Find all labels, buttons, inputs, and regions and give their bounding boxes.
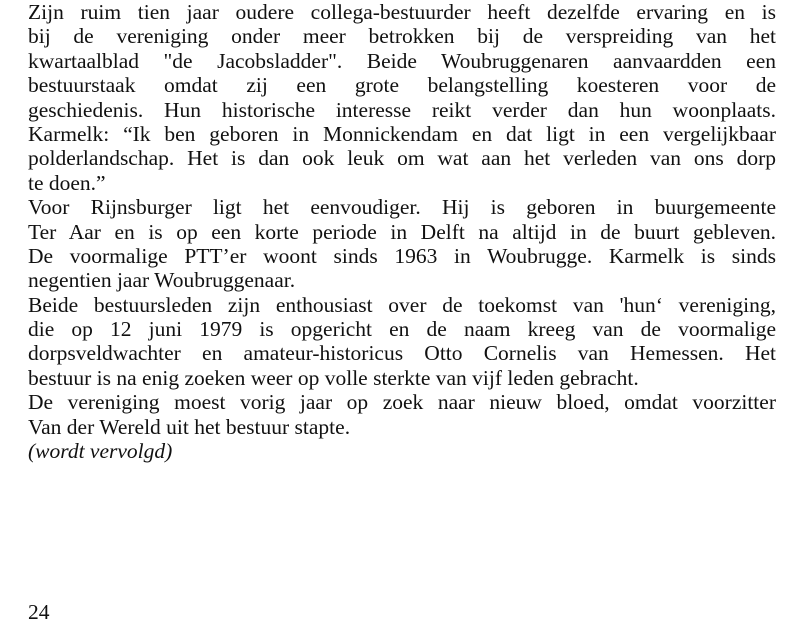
text-line: die op 12 juni 1979 is opgericht en de naam kreeg van de voormalige (28, 317, 776, 342)
text-line: De vereniging moest vorig jaar op zoek naar nieuw bloed, omdat voorzitter (28, 390, 776, 415)
article-text (28, 0, 776, 463)
text-line: bestuurstaak omdat zij een grote belangstelling koesteren voor de (28, 73, 776, 98)
text-line: Ter Aar en is op een korte periode in Delft na altijd in de buurt gebleven. (28, 219, 776, 244)
text-line: kwartaalblad "de Jacobsladder". Beide Woubruggenaren aanvaardden een (28, 48, 776, 73)
text-line: dorpsveldwachter en amateur-historicus Otto Cornelis van Hemessen. Het (28, 341, 776, 366)
text-line: bij de vereniging onder meer betrokken bij de verspreiding van het (28, 24, 776, 49)
text-line: Voor Rijnsburger ligt het eenvoudiger. Hij is geboren in buurgemeente (28, 195, 776, 220)
text-line: Van der Wereld uit het bestuur stapte. (28, 414, 351, 439)
text-line: Beide bestuursleden zijn enthousiast over de toekomst van 'hun‘ vereniging, (28, 292, 776, 317)
text-line: geschiedenis. Hun historische interesse reikt verder dan hun woonplaats. (28, 97, 776, 122)
page-number: 24 (28, 600, 50, 624)
continuation-note: (wordt vervolgd) (28, 439, 173, 464)
text-line: Zijn ruim tien jaar oudere collega-bestuurder heeft dezelfde ervaring en is (28, 0, 776, 24)
text-line: negentien jaar Woubruggenaar. (28, 268, 296, 293)
text-line: De voormalige PTT’er woont sinds 1963 in Woubrugge. Karmelk is sinds (28, 243, 776, 268)
text-line: Karmelk: “Ik ben geboren in Monnickendam en dat ligt in een vergelijkbaar (28, 121, 776, 146)
text-line: polderlandschap. Het is dan ook leuk om wat aan het verleden van ons dorp (28, 146, 776, 171)
text-line: bestuur is na enig zoeken weer op volle sterkte van vijf leden gebracht. (28, 365, 639, 390)
text-line: te doen.” (28, 170, 106, 195)
